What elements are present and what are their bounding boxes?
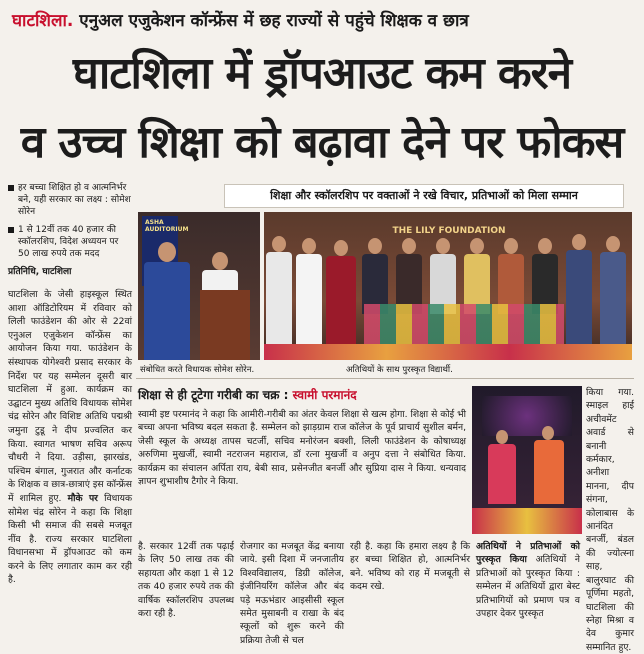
photo-banner: शिक्षा और स्कॉलरशिप पर वक्ताओं ने रखे विचार, प्रतिभाओं को मिला सम्मान bbox=[224, 184, 624, 208]
bottom-column-3: रही है. कहा कि हमारा लक्ष्य है कि हर बच्चा शिक्षित हो, आत्मनिर्भर बने. भविष्य को राह में मजबूती से कदम रखे. bbox=[350, 541, 470, 593]
guest-figure bbox=[600, 252, 626, 352]
sidebar-bold-lead: मौके पर bbox=[67, 492, 98, 504]
dancer-figure bbox=[534, 440, 564, 504]
dateline: प्रतिनिधि, घाटशिला bbox=[8, 267, 72, 277]
divider bbox=[136, 378, 634, 379]
guest-figure bbox=[326, 256, 356, 352]
foundation-sign: THE LILY FOUNDATION bbox=[392, 226, 506, 236]
person-head bbox=[572, 234, 586, 250]
right-text-column: किया गया. स्माइल हाई अचीवमेंट अवार्ड से बनानी कर्मकार, अनीशा मानना, दीप संगना, कोलाबास के आनंदित बनर्जी, बंडल की ज्योत्स्ना साह, बालुरघाट की पूर्णिमा महतो, घाटशिला की स्नेहा मिश्रा व देव कुमार सम्मानित हुए. bbox=[586, 387, 634, 653]
bottom-column-4-text: अतिथियों ने प्रतिभाओं को पुरस्कृत किया : सम्मेलन में अतिथियों द्वारा बेस्ट प्रतिभागियों को प्रमाण पत्र व उपहार देकर पुरस्कृत bbox=[476, 554, 581, 620]
caption-photo-2: अतिथियों के साथ पुरस्कृत विद्यार्थी. bbox=[346, 365, 453, 375]
speaker-head bbox=[158, 242, 176, 262]
stage-light bbox=[482, 396, 572, 436]
subhead-lead: शिक्षा से ही टूटेगा गरीबी का चक्र : bbox=[138, 388, 289, 402]
dancer-head bbox=[496, 430, 508, 444]
headline-line-1: घाटशिला में ड्रॉपआउट कम करने bbox=[72, 48, 572, 99]
kicker-text: एनुअल एजुकेशन कॉन्फ्रेंस में छह राज्यों से पहुंचे शिक्षक व छात्र bbox=[79, 11, 469, 31]
dancer-head bbox=[542, 426, 554, 440]
speaker-figure bbox=[144, 262, 190, 360]
bottom-column-4 bbox=[476, 540, 580, 640]
person-head bbox=[302, 238, 316, 254]
seated-students bbox=[364, 304, 564, 344]
subhead-name: स्वामी परमानंद bbox=[292, 388, 357, 402]
guest-figure bbox=[296, 254, 322, 354]
sidebar-body-text-2: विधायक सोमेश चंद्र सोरेन ने कहा कि शिक्षा किसी भी समाज की सबसे मजबूत नींव है. राज्य सरकार घाटशिला विधानसभा में ड्रॉपआउट को कम करने के लिए लगातार काम कर रही है. bbox=[8, 492, 133, 586]
bottom-bold-lead: अतिथियों ने प्रतिभाओं को पुरस्कृत किया bbox=[476, 541, 580, 566]
kicker-place: घाटशिला. bbox=[12, 11, 74, 31]
flower-decoration bbox=[264, 344, 632, 360]
subhead bbox=[138, 386, 458, 406]
podium bbox=[200, 290, 250, 360]
stage-flowers bbox=[472, 508, 582, 534]
sidebar-point-2: 1 से 12वीं तक 40 हजार की स्कॉलरशिप, विदेश अध्ययन पर 50 लाख रुपये तक मदद bbox=[8, 224, 132, 260]
photo-mla-speech bbox=[138, 212, 260, 360]
photo-cultural-dance bbox=[472, 386, 582, 534]
guest-figure bbox=[566, 250, 592, 356]
sidebar-point-1: हर बच्चा शिक्षित हो व आत्मनिर्भर बने, यही सरकार का लक्ष्य : सोमेश सोरेन bbox=[8, 182, 132, 218]
person-head bbox=[334, 240, 348, 256]
auditorium-sign: ASHA AUDITORIUM bbox=[142, 216, 178, 286]
dancer-figure bbox=[488, 444, 516, 504]
main-text-column: स्वामी इष्ट परमानंद ने कहा कि आमीरी-गरीबी का अंतर केवल शिक्षा से खत्म होगा. शिक्षा से कोई भी बच्चा अपना भविष्य बदल सकता है. सम्मेलन को झाड़ग्राम राज कॉलेज के पूर्व प्राचार्य सुशील बर्मन, जेसी स्कूल के अध्यक्ष तापस चटर्जी, सचिव मनोरंजन बक्शी, लिली फाउंडेशन के कोषाध्यक्ष अरुणिमा मुखर्जी, स्वामी नटराजन महाराज, डॉ रत्ना मुखर्जी व अनुप दत्ता ने संबोधित किया. कार्यक्रम का संचालन अर्पिता राय, बेबी साव, प्रसेनजीत बनर्जी और सुप्रिया दास ने किया. धन्यवाद ज्ञापन शुभाशीष टैगोर ने किया. bbox=[138, 409, 466, 488]
kicker-line bbox=[12, 8, 632, 38]
caption-photo-1: संबोधित करते विधायक सोमेश सोरेन. bbox=[140, 365, 255, 375]
sidebar-body bbox=[8, 288, 132, 587]
photo-awarded-students bbox=[264, 212, 632, 360]
bottom-column-1: है. सरकार 12वीं तक पढ़ाई के लिए 50 लाख तक की सहायता और कक्षा 1 से 12 तक 40 हजार रुपये तक की वार्षिक स्कॉलरशिप उपलब्ध करा रही है. bbox=[138, 541, 234, 620]
person-head bbox=[368, 238, 382, 254]
person-head bbox=[470, 238, 484, 254]
person-head bbox=[606, 236, 620, 252]
headline-line-2: व उच्च शिक्षा को बढ़ावा देने पर फोकस bbox=[20, 117, 624, 168]
person-head bbox=[272, 236, 286, 252]
seated-head bbox=[212, 252, 228, 270]
bottom-column-2: रोजगार का मजबूत केंद्र बनाया जाये. इसी दिशा में जनजातीय विश्वविद्यालय, डिग्री कॉलेज, इंजीनियरिंग कॉलेज और बंद पड़े मऊभंडार आइसीसी स्कूल समेत मुसाबनी व राखा के बंद स्कूलों को शुरू करने की प्रक्रिया तेजी से चल bbox=[240, 541, 344, 646]
person-head bbox=[504, 238, 518, 254]
person-head bbox=[436, 238, 450, 254]
person-head bbox=[402, 238, 416, 254]
sidebar-body-text: घाटशिला के जेसी हाइस्कूल स्थित आशा ऑडिटोरियम में रविवार को लिली फाउंडेशन की ओर से 22वां एनुअल एजुकेशन कॉन्फ्रेंस का आयोजन किया गया. फाउंडेशन के संस्थापक योगेश्वरी प्रसाद सरकार के निर्देश पर यह सम्मेलन दूसरी बार घाटशिला में हुआ. कार्यक्रम का उद्घाटन मुख्य अतिथि विधायक सोमेश चंद्र सोरेन और विशिष्ट अतिथि पद्मश्री जमुना टुडू ने दीप प्रज्वलित कर किया. स्वागत भाषण सचिव अरूप चौधरी ने दिया. उड़ीसा, झारखंड, पश्चिम बंगाल, गुजरात और कर्नाटक के शिक्षक व छात्र-छात्राएं इस कॉन्फ्रेंस में शामिल हुए. bbox=[8, 289, 132, 504]
sidebar-column bbox=[8, 182, 132, 587]
person-head bbox=[538, 238, 552, 254]
